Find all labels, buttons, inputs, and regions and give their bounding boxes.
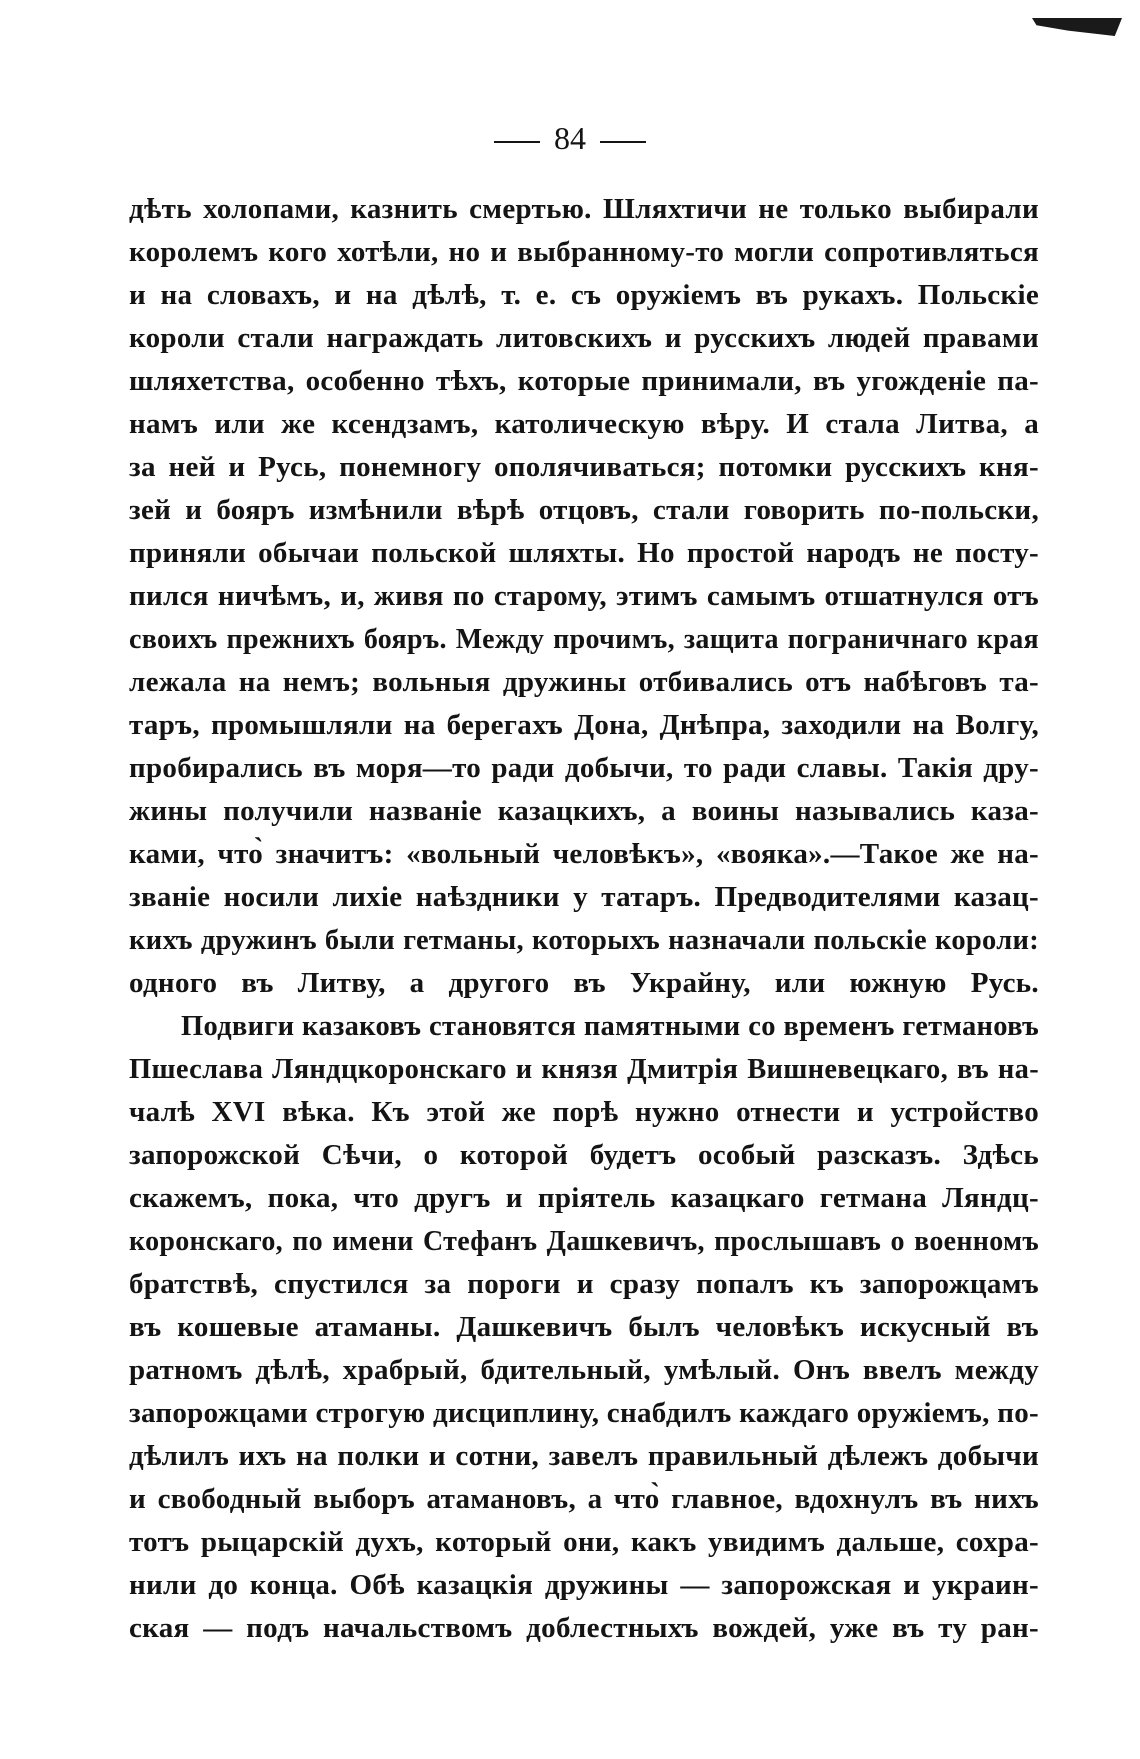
text-line: чалѣ XVI вѣка. Къ этой же порѣ нужно отнести и устройство	[129, 1096, 1039, 1128]
text-line: братствѣ, спустился за пороги и сразу попалъ къ запорожцамъ	[129, 1268, 1039, 1300]
page-number	[0, 118, 1140, 158]
text-line: шляхетства, особенно тѣхъ, которые принимали, въ угожденіе па-	[129, 365, 1039, 397]
text-line: дѣть холопами, казнить смертью. Шляхтичи не только выбирали	[129, 193, 1039, 225]
page-number-value: 84	[554, 120, 586, 156]
page-number-dash-right	[600, 141, 646, 143]
paragraph	[129, 1005, 1039, 1650]
text-line: званіе носили лихіе наѣздники у татаръ. Предводителями казац-	[129, 881, 1039, 913]
text-line: и свободный выборъ атамановъ, а что̀ главное, вдохнулъ въ нихъ	[129, 1483, 1039, 1515]
text-line: тотъ рыцарскій духъ, который они, какъ увидимъ дальше, сохра-	[129, 1526, 1039, 1558]
text-line: пился ничѣмъ, и, живя по старому, этимъ самымъ отшатнулся отъ	[129, 580, 1039, 612]
text-line: нили до конца. Обѣ казацкія дружины — запорожская и украин-	[129, 1569, 1039, 1601]
text-line: пробирались въ моря—то ради добычи, то ради славы. Такія дру-	[129, 752, 1039, 784]
paragraph	[129, 188, 1039, 1005]
text-line: коронскаго, по имени Стефанъ Дашкевичъ, прослышавъ о военномъ	[129, 1226, 1039, 1257]
text-line: лежала на немъ; вольныя дружины отбивались отъ набѣговъ та-	[129, 666, 1039, 698]
text-line: жины получили названіе казацкихъ, а воины назывались каза-	[129, 795, 1039, 827]
text-line: и на словахъ, и на дѣлѣ, т. е. съ оружіемъ въ рукахъ. Польскіе	[129, 279, 1039, 311]
text-line: запорожской Сѣчи, о которой будетъ особый разсказъ. Здѣсь	[129, 1139, 1039, 1171]
scan-corner-mark	[1032, 18, 1122, 36]
text-line: приняли обычаи польской шляхты. Но простой народъ не посту-	[129, 537, 1039, 569]
text-line: короли стали награждать литовскихъ и русскихъ людей правами	[129, 322, 1039, 354]
text-line: намъ или же ксендзамъ, католическую вѣру. И стала Литва, а	[129, 408, 1039, 440]
text-line: Пшеслава Ляндцкоронскаго и князя Дмитрія Вишневецкаго, въ на-	[129, 1054, 1039, 1085]
text-line: одного въ Литву, а другого въ Украйну, или южную Русь.	[129, 967, 1039, 999]
text-line: королемъ кого хотѣли, но и выбранному-то могли сопротивляться	[129, 236, 1039, 268]
text-line: ками, что̀ значитъ: «вольный человѣкъ», «вояка».—Такое же на-	[129, 838, 1039, 870]
text-line: своихъ прежнихъ бояръ. Между прочимъ, защита пограничнаго края	[129, 624, 1039, 655]
text-line: въ кошевые атаманы. Дашкевичъ былъ человѣкъ искусный въ	[129, 1311, 1039, 1343]
text-line: таръ, промышляли на берегахъ Дона, Днѣпра, заходили на Волгу,	[129, 709, 1039, 741]
text-line: за ней и Русь, понемногу ополячиваться; потомки русскихъ кня-	[129, 451, 1039, 483]
text-line: ратномъ дѣлѣ, храбрый, бдительный, умѣлый. Онъ ввелъ между	[129, 1354, 1039, 1386]
text-line: ская — подъ начальствомъ доблестныхъ вождей, уже въ ту ран-	[129, 1612, 1039, 1644]
text-line: скажемъ, пока, что другъ и пріятель казацкаго гетмана Ляндц-	[129, 1182, 1039, 1214]
text-line: зей и бояръ измѣнили вѣрѣ отцовъ, стали говорить по-польски,	[129, 494, 1039, 526]
text-line: запорожцами строгую дисциплину, снабдилъ каждаго оружіемъ, по-	[129, 1397, 1039, 1429]
text-line: кихъ дружинъ были гетманы, которыхъ назначали польскіе короли:	[129, 925, 1039, 956]
text-line: дѣлилъ ихъ на полки и сотни, завелъ правильный дѣлежъ добычи	[129, 1440, 1039, 1472]
text-line: Подвиги казаковъ становятся памятными со временъ гетмановъ	[181, 1011, 1039, 1042]
page-text-body	[129, 188, 1039, 1650]
page-number-dash-left	[494, 141, 540, 143]
